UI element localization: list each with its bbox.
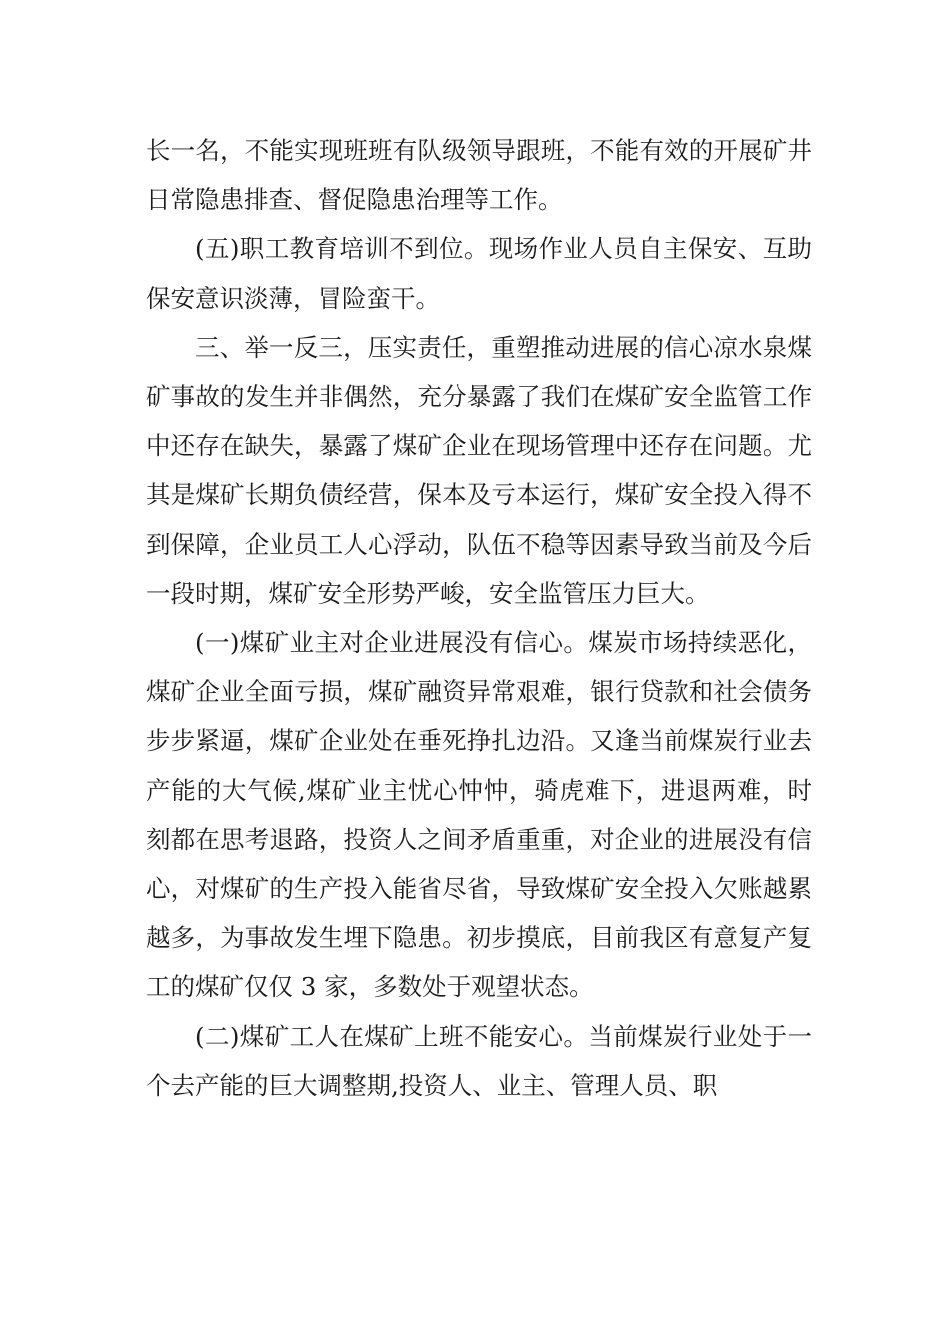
paragraph-5: (二)煤矿工人在煤矿上班不能安心。当前煤炭行业处于一个去产能的巨大调整期,投资人、业主、管理人员、职 xyxy=(146,1021,812,1100)
document-body xyxy=(146,126,812,1110)
paragraph-1: 长一名，不能实现班班有队级领导跟班，不能有效的开展矿井日常隐患排查、督促隐患治理等工作。 xyxy=(146,136,812,215)
paragraph-2: (五)职工教育培训不到位。现场作业人员自主保安、互助保安意识淡薄，冒险蛮干。 xyxy=(146,234,812,313)
paragraph-3: 三、举一反三，压实责任，重塑推动进展的信心凉水泉煤矿事故的发生并非偶然，充分暴露了我们在煤矿安全监管工作中还存在缺失，暴露了煤矿企业在现场管理中还存在问题。尤其是煤矿长期负债经营，保本及亏本运行，煤矿安全投入得不到保障，企业员工人心浮动，队伍不稳等因素导致当前及今后一段时期，煤矿安全形势严峻，安全监管压力巨大。 xyxy=(146,332,812,608)
paragraph-4: (一)煤矿业主对企业进展没有信心。煤炭市场持续恶化，煤矿企业全面亏损，煤矿融资异常艰难，银行贷款和社会债务步步紧逼，煤矿企业处在垂死挣扎边沿。又逢当前煤炭行业去产能的大气候,煤矿业主忧心忡忡，骑虎难下，进退两难，时刻都在思考退路，投资人之间矛盾重重，对企业的进展没有信心，对煤矿的生产投入能省尽省，导致煤矿安全投入欠账越累越多，为事故发生埋下隐患。初步摸底，目前我区有意复产复工的煤矿仅仅 3 家，多数处于观望状态。 xyxy=(146,628,812,1002)
